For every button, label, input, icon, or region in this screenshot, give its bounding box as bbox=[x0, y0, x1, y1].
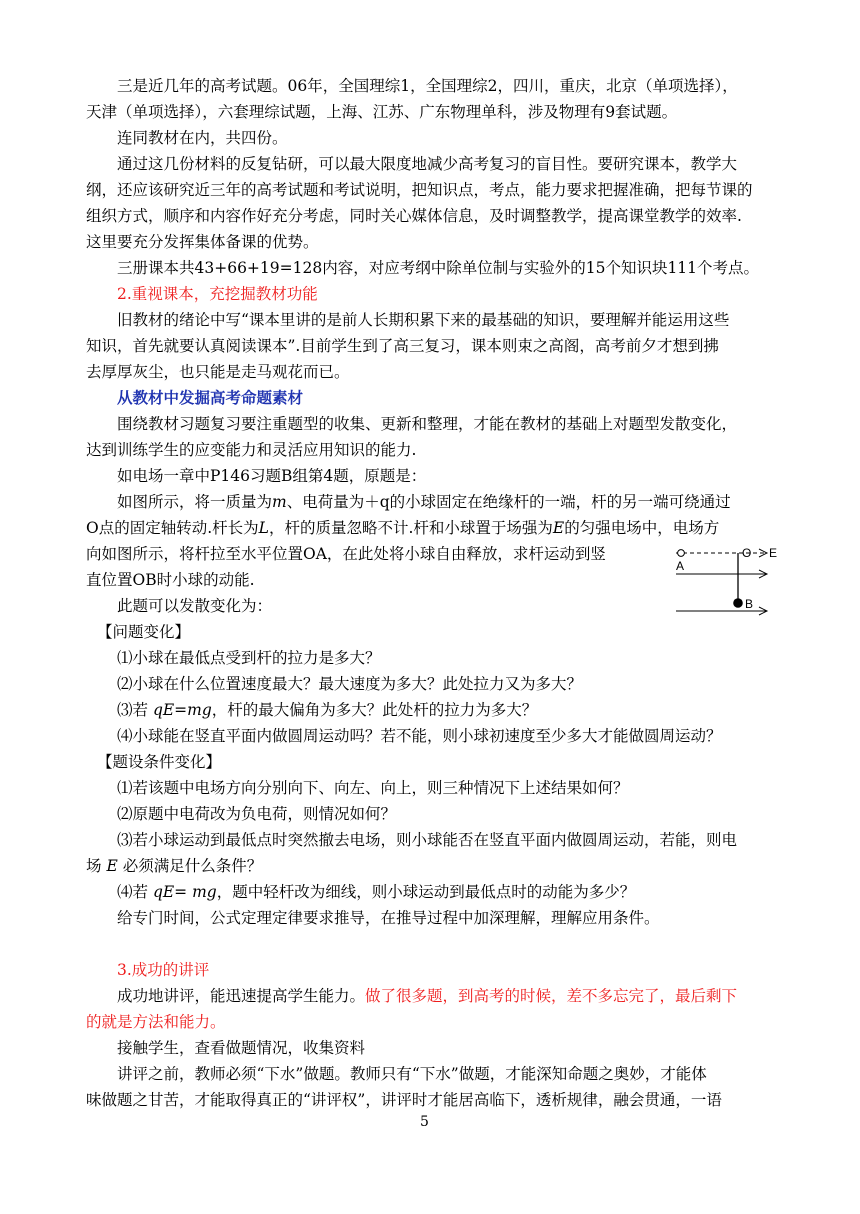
ball-position-A bbox=[678, 550, 685, 557]
problem-line-2-a: O点的固定轴转动.杆长为 bbox=[86, 519, 259, 537]
ball-position-B bbox=[733, 598, 743, 608]
symbol-E: E bbox=[552, 519, 565, 537]
condition-change-heading: 【题设条件变化】 bbox=[97, 753, 222, 771]
label-B: B bbox=[745, 597, 754, 611]
question-3 bbox=[117, 697, 537, 723]
problem-line-4: 直位置OB时小球的动能. bbox=[86, 571, 255, 589]
electric-field-figure bbox=[672, 540, 782, 620]
symbol-m: m bbox=[272, 493, 287, 511]
exams-line-1: 三是近几年的高考试题。06年，全国理综1，全国理综2，四川，重庆，北京（单项选择）， bbox=[117, 77, 738, 95]
question-3-a: ⑶若 bbox=[117, 701, 153, 719]
time-paragraph: 给专门时间，公式定理定律要求推导，在推导过程中加深理解，理解应用条件。 bbox=[117, 909, 660, 927]
exams-line-2: 天津（单项选择），六套理综试题，上海、江苏、广东物理单科，涉及物理有9套试题。 bbox=[86, 103, 678, 121]
review-line-1 bbox=[117, 983, 737, 1009]
review-line-1-a: 成功地讲评，能迅速提高学生能力。 bbox=[117, 987, 366, 1005]
label-E: E bbox=[769, 546, 778, 560]
label-A: A bbox=[676, 559, 685, 573]
question-3-equation: qE=mg bbox=[152, 701, 212, 719]
condition-4 bbox=[117, 879, 635, 905]
condition-3-b: 必须满足什么条件？ bbox=[117, 857, 263, 875]
question-1: ⑴小球在最低点受到杆的拉力是多大？ bbox=[117, 649, 381, 667]
review-line-2: 的就是方法和能力。 bbox=[86, 1013, 226, 1031]
condition-4-a: ⑷若 bbox=[117, 883, 153, 901]
before-line-1: 讲评之前，教师必须“下水”做题。教师只有“下水”做题，才能深知命题之奥妙，才能体 bbox=[117, 1065, 707, 1083]
question-2: ⑵小球在什么位置速度最大？最大速度为多大？此处拉力又为多大？ bbox=[117, 675, 583, 693]
condition-3-symbol-E: E bbox=[106, 857, 118, 875]
old-line-1: 旧教材的绪论中写“课本里讲的是前人长期积累下来的最基础的知识，要理解并能运用这些 bbox=[117, 311, 730, 329]
material-subheading: 从教材中发掘高考命题素材 bbox=[117, 388, 304, 407]
problem-line-2 bbox=[86, 515, 719, 541]
question-3-b: ，杆的最大偏角为多大？此处杆的拉力为多大？ bbox=[211, 701, 538, 719]
condition-2: ⑵原题中电荷改为负电荷，则情况如何？ bbox=[117, 805, 397, 823]
symbol-L: L bbox=[258, 519, 269, 537]
around-line-1: 围绕教材习题复习要注重题型的收集、更新和整理，才能在教材的基础上对题型发散变化， bbox=[117, 415, 738, 433]
problem-line-1-b: 、电荷量为＋q的小球固定在绝缘杆的一端，杆的另一端可绕通过 bbox=[286, 493, 731, 511]
study-line-3: 组织方式，顺序和内容作好充分考虑，同时关心媒体信息，及时调整教学，提高课堂教学的效率. bbox=[86, 207, 742, 225]
old-line-3: 去厚厚灰尘，也只能是走马观花而已。 bbox=[86, 363, 350, 381]
study-line-1: 通过这几份材料的反复钻研，可以最大限度地减少高考复习的盲目性。要研究课本，教学大 bbox=[117, 155, 738, 173]
before-line-2: 味做题之甘苦，才能取得真正的“讲评权”，讲评时才能居高临下，透析规律，融会贯通，一语 bbox=[86, 1091, 722, 1109]
condition-4-b: ，题中轻杆改为细线，则小球运动到最低点时的动能为多少？ bbox=[216, 883, 636, 901]
label-O: O bbox=[742, 546, 752, 560]
study-line-4: 这里要充分发挥集体备课的优势。 bbox=[86, 233, 319, 251]
study-line-2: 纲，还应该研究近三年的高考试题和考试说明，把知识点，考点，能力要求把握准确，把每节课的 bbox=[86, 181, 753, 199]
question-4: ⑷小球能在竖直平面内做圆周运动吗？若不能，则小球初速度至少多大才能做圆周运动？ bbox=[117, 727, 722, 745]
section-2-heading: 2.重视课本，充挖掘教材功能 bbox=[117, 285, 318, 303]
condition-1: ⑴若该题中电场方向分别向下、向左、向上，则三种情况下上述结果如何？ bbox=[117, 779, 629, 797]
problem-line-1 bbox=[117, 489, 731, 515]
problem-line-1-a: 如图所示，将一质量为 bbox=[117, 493, 273, 511]
problem-line-2-b: ，杆的质量忽略不计.杆和小球置于场强为 bbox=[268, 519, 553, 537]
contact-paragraph: 接触学生，查看做题情况，收集资料 bbox=[117, 1039, 366, 1057]
question-change-heading: 【问题变化】 bbox=[97, 623, 191, 641]
condition-4-equation: qE= mg bbox=[152, 883, 217, 901]
section-3-heading: 3.成功的讲评 bbox=[117, 961, 210, 979]
problem-line-3: 向如图所示，将杆拉至水平位置OA，在此处将小球自由释放，求杆运动到竖 bbox=[86, 545, 606, 563]
problem-line-2-c: 的匀强电场中，电场方 bbox=[564, 519, 720, 537]
books-paragraph: 三册课本共43+66+19=128内容，对应考纲中除单位制与实验外的15个知识块111个考点。 bbox=[117, 259, 760, 277]
variation-intro: 此题可以发散变化为： bbox=[117, 597, 273, 615]
page-number: 5 bbox=[420, 1114, 429, 1130]
around-line-2: 达到训练学生的应变能力和灵活应用知识的能力. bbox=[86, 441, 417, 459]
condition-3-line-2 bbox=[86, 853, 262, 879]
condition-3-a: 场 bbox=[86, 857, 107, 875]
total-paragraph: 连同教材在内，共四份。 bbox=[117, 129, 288, 147]
condition-3-line-1: ⑶若小球运动到最低点时突然撤去电场，则小球能否在竖直平面内做圆周运动，若能，则电 bbox=[117, 831, 738, 849]
example-paragraph: 如电场一章中P146习题B组第4题，原题是： bbox=[117, 467, 427, 485]
review-line-1-red: 做了很多题，到高考的时候，差不多忘完了，最后剩下 bbox=[365, 987, 738, 1005]
old-line-2: 知识，首先就要认真阅读课本”.目前学生到了高三复习，课本则束之高阁，高考前夕才想到拂 bbox=[86, 337, 719, 355]
